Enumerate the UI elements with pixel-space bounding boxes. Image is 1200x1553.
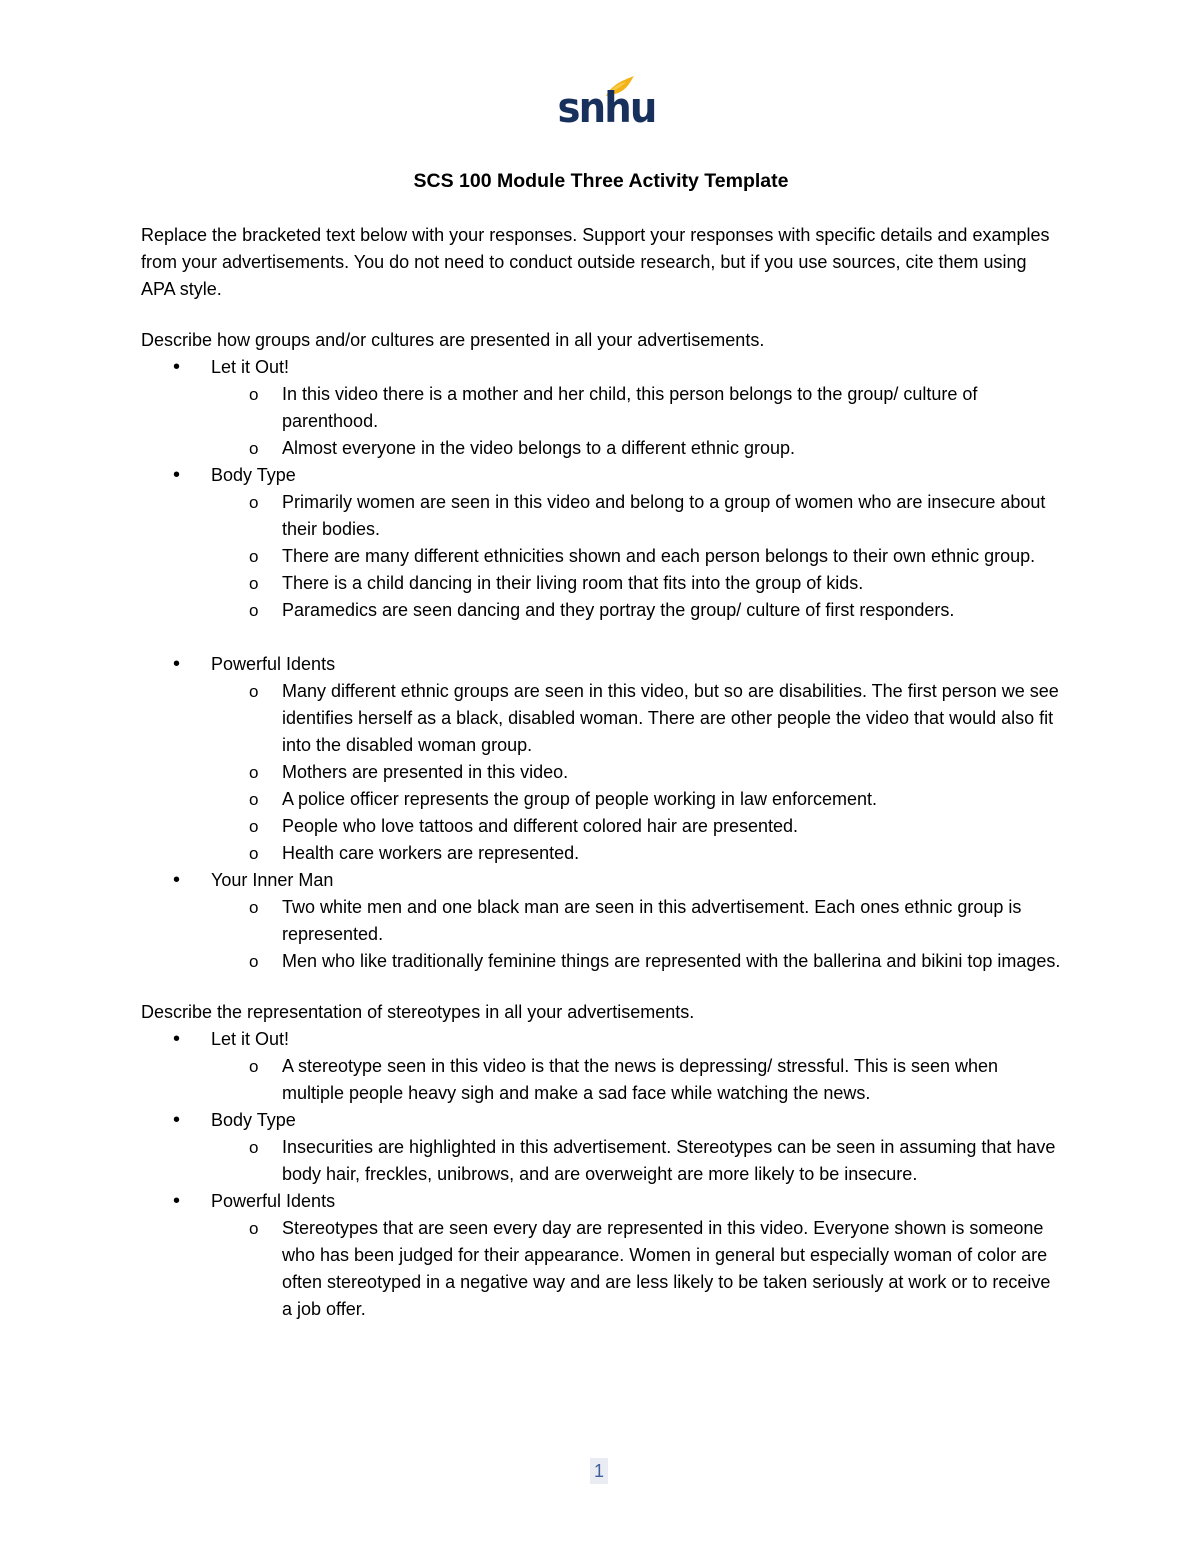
bullet-item [141, 1188, 1061, 1323]
sub-item: o There are many different ethnicities shown and each person belongs to their own ethnic group. [211, 543, 1061, 570]
bullet-list [141, 354, 1061, 975]
ad-label: Let it Out! [211, 357, 290, 377]
page-number: 1 [590, 1458, 608, 1484]
sub-list [211, 894, 1061, 975]
ad-label: Body Type [211, 465, 296, 485]
sub-item: o Men who like traditionally feminine things are represented with the ballerina and bikini top images. [211, 948, 1061, 975]
bullet-item [141, 462, 1061, 624]
sub-item: o Many different ethnic groups are seen in this video, but so are disabilities. The first person we see identifies herself as a black, disabled woman. There are other people the video that would also fit into the disabled woman group. [211, 678, 1061, 759]
logo-text: snhu [557, 83, 656, 132]
bullet-list [141, 1026, 1061, 1323]
ad-label: Let it Out! [211, 1029, 290, 1049]
ad-label: Your Inner Man [211, 870, 334, 890]
instructions: Replace the bracketed text below with your responses. Support your responses with specific details and examples from your advertisements. You do not need to conduct outside research, but if you use sources, cite them using APA style. [141, 225, 1050, 299]
sub-item: o A stereotype seen in this video is that the news is depressing/ stressful. This is seen when multiple people heavy sigh and make a sad face while watching the news. [211, 1053, 1061, 1107]
sub-item: o Two white men and one black man are seen in this advertisement. Each ones ethnic group is represented. [211, 894, 1061, 948]
section-stereotypes [141, 999, 1061, 1323]
sub-list [211, 1134, 1061, 1188]
sub-item: o Stereotypes that are seen every day are represented in this video. Everyone shown is someone who has been judged for their appearance. Women in general but especially woman of color are often stereotyped in a negative way and are less likely to be taken seriously at work or to receive a job offer. [211, 1215, 1061, 1323]
sub-item: o There is a child dancing in their living room that fits into the group of kids. [211, 570, 1061, 597]
bullet-item [141, 651, 1061, 867]
sub-list [211, 489, 1061, 624]
question: Describe the representation of stereotypes in all your advertisements. [141, 1002, 695, 1022]
bullet-item [141, 354, 1061, 462]
section-groups [141, 327, 1061, 975]
ad-label: Body Type [211, 1110, 296, 1130]
sub-item: o Primarily women are seen in this video and belong to a group of women who are insecure about their bodies. [211, 489, 1061, 543]
document-body [141, 166, 1061, 1347]
bullet-item [141, 1107, 1061, 1188]
ad-label: Powerful Idents [211, 1191, 336, 1211]
question: Describe how groups and/or cultures are presented in all your advertisements. [141, 330, 765, 350]
ad-label: Powerful Idents [211, 654, 336, 674]
sub-list [211, 381, 1061, 462]
sub-list [211, 1215, 1061, 1323]
sub-item: o A police officer represents the group of people working in law enforcement. [211, 786, 1061, 813]
sub-list [211, 678, 1061, 867]
sub-item: o Mothers are presented in this video. [211, 759, 1061, 786]
sub-item: o Paramedics are seen dancing and they portray the group/ culture of first responders. [211, 597, 1061, 624]
page-title: SCS 100 Module Three Activity Template [413, 170, 789, 192]
sub-item: o Almost everyone in the video belongs to a different ethnic group. [211, 435, 1061, 462]
sub-item: o Insecurities are highlighted in this advertisement. Stereotypes can be seen in assuming that have body hair, freckles, unibrows, and are overweight are more likely to be insecure. [211, 1134, 1061, 1188]
sub-item: o In this video there is a mother and her child, this person belongs to the group/ culture of parenthood. [211, 381, 1061, 435]
sub-item: o People who love tattoos and different colored hair are presented. [211, 813, 1061, 840]
bullet-item [141, 1026, 1061, 1107]
snhu-logo [554, 74, 656, 134]
bullet-item [141, 867, 1061, 975]
sub-list [211, 1053, 1061, 1107]
sub-item: o Health care workers are represented. [211, 840, 1061, 867]
